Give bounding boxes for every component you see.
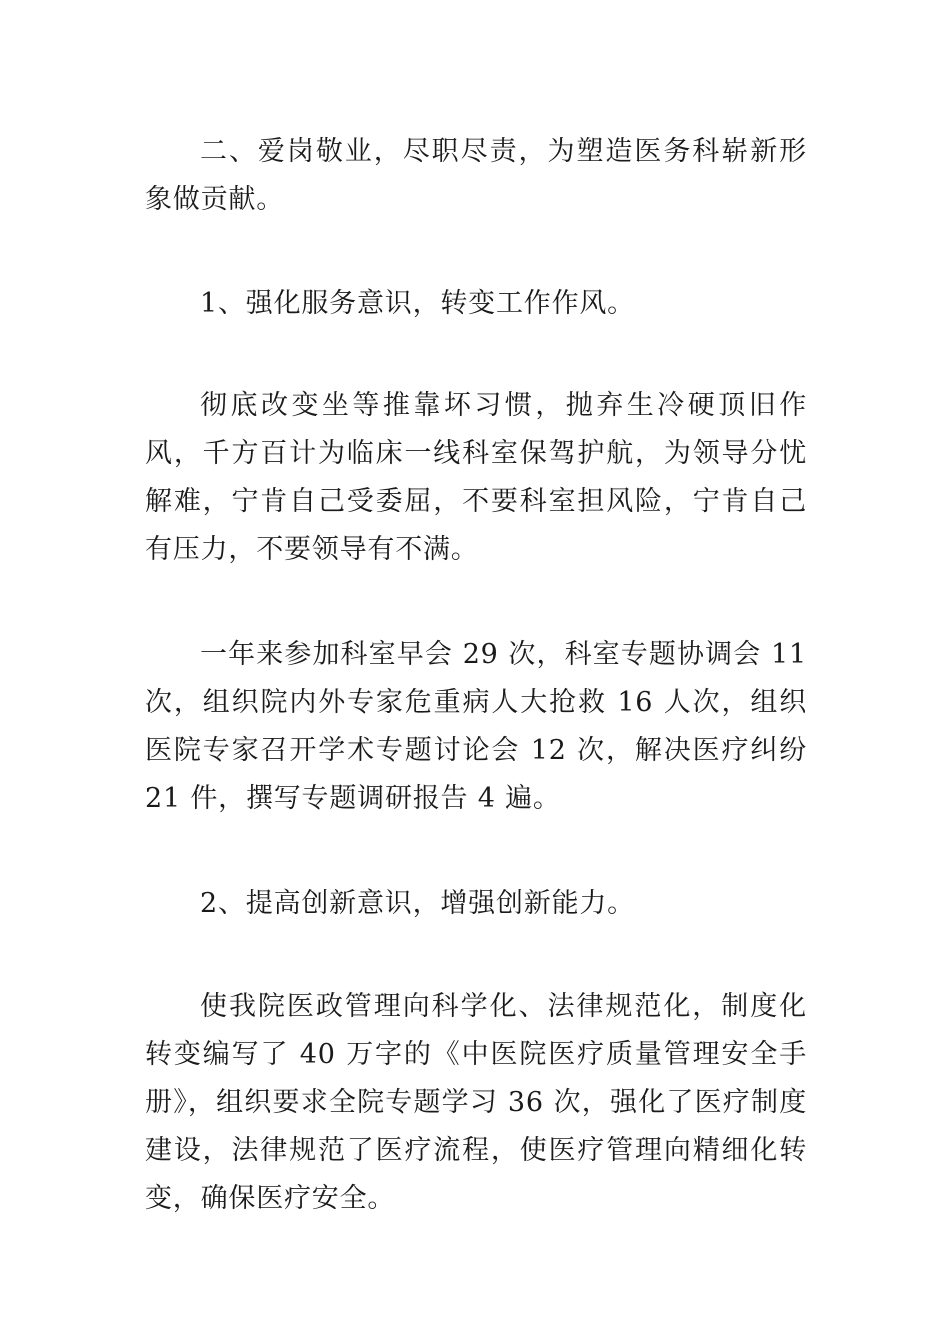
subheading-2: 2、提高创新意识，增强创新能力。 — [200, 888, 635, 919]
section-heading-2: 二、爱岗敬业，尽职尽责，为塑造医务科崭新形象做贡献。 — [145, 136, 807, 215]
body-paragraph-1: 彻底改变坐等推靠坏习惯，抛弃生冷硬顶旧作风，千方百计为临床一线科室保驾护航，为领导分忧解难，宁肯自己受委屈，不要科室担风险，宁肯自己有压力，不要领导有不满。 — [145, 390, 807, 565]
body-paragraph-2: 一年来参加科室早会 29 次，科室专题协调会 11 次，组织院内外专家危重病人大抢救 16 人次，组织医院专家召开学术专题讨论会 12 次，解决医疗纠纷 21 件，撰写专题调研报告 4 遍。 — [145, 639, 807, 814]
subheading-1: 1、强化服务意识，转变工作作风。 — [200, 288, 635, 319]
body-paragraph-3: 使我院医政管理向科学化、法律规范化，制度化转变编写了 40 万字的《中医院医疗质量管理安全手册》，组织要求全院专题学习 36 次，强化了医疗制度建设，法律规范了医疗流程，使医疗管理向精细化转变，确保医疗安全。 — [145, 991, 807, 1214]
